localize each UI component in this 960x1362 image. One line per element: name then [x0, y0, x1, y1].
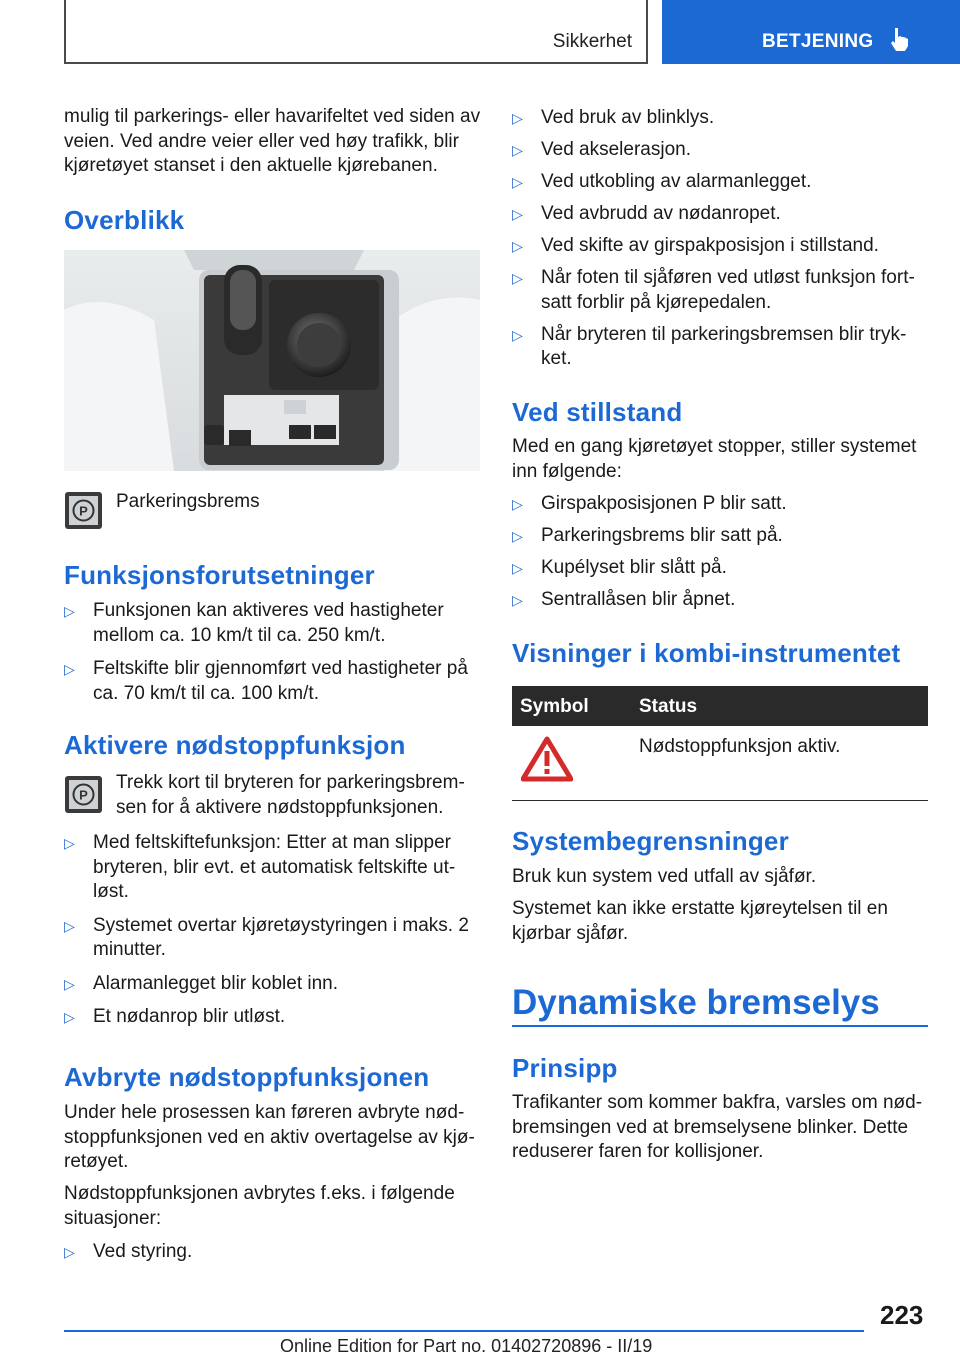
- warning-triangle-icon: [521, 736, 573, 782]
- list-item: ▷ Parkeringsbrems blir satt på.: [512, 524, 928, 549]
- parking-brake-icon: [65, 492, 102, 529]
- footer-rule: [64, 1330, 864, 1332]
- list-item: ▷ Med feltskiftefunksjon: Etter at man slipper bryteren, blir evt. et automatisk feltskifte utløst.: [64, 831, 484, 905]
- list-item: ▷ Systemet overtar kjøretøystyringen i maks. 2 minutter.: [64, 914, 484, 963]
- list-item: ▷ Ved skifte av girspakposisjon i stillstand.: [512, 234, 928, 259]
- parking-brake-label: Parkeringsbrems: [116, 491, 260, 512]
- table-header-symbol: Symbol: [520, 696, 589, 717]
- list-item: ▷ Et nødanrop blir utløst.: [64, 1005, 484, 1030]
- list-item: ▷ Kupélyset blir slått på.: [512, 556, 928, 581]
- list-item: ▷ Alarmanlegget blir koblet inn.: [64, 972, 484, 997]
- list-item: ▷ Ved akselerasjon.: [512, 138, 928, 163]
- chapter-rule: [512, 1025, 928, 1027]
- svg-text:P: P: [79, 787, 88, 803]
- list-item: ▷ Feltskifte blir gjennomført ved hastigheter på ca. 70 km/t til ca. 100 km/t.: [64, 657, 484, 706]
- avbryte-text-2: Nødstoppfunksjonen avbrytes f.eks. i følgende situasjoner:: [64, 1183, 455, 1229]
- avbryte-text-1: Under hele prosessen kan føreren avbryte nødstoppfunksjonen ved en aktiv overtagelse av kjøretøyet.: [64, 1102, 475, 1172]
- intro-paragraph: mulig til parkerings- eller havarifeltet ved siden av veien. Ved andre veier eller ved høy trafikk, blir kjøretøyet stanset i den aktuelle kjørebanen.: [64, 106, 481, 176]
- aktivere-list: [64, 831, 484, 1030]
- stillstand-heading: Ved stillstand: [512, 397, 683, 427]
- avbryte-heading: Avbryte nødstoppfunksjonen: [64, 1062, 430, 1092]
- list-item: ▷ Funksjonen kan aktiveres ved hastigheter mellom ca. 10 km/t til ca. 250 km/t.: [64, 599, 484, 648]
- prinsipp-text: Trafikanter som kommer bakfra, varsles om nødbremsingen ved at bremselysene blinker. Dette reduserer faren for kollisjoner.: [512, 1092, 923, 1162]
- begrensninger-heading: Systembegrensninger: [512, 826, 789, 856]
- header-section-title: Sikkerhet: [552, 31, 632, 52]
- list-item: ▷ Når foten til sjåføren ved utløst funksjon fortsatt forblir på kjørepedalen.: [512, 266, 928, 315]
- stillstand-list: [512, 492, 928, 613]
- header-chapter-box[interactable]: [662, 0, 960, 64]
- header-section-box: [64, 0, 648, 64]
- list-item: ▷ Sentrallåsen blir åpnet.: [512, 588, 928, 613]
- parking-brake-icon: [65, 776, 102, 813]
- aktivere-text: Trekk kort til bryteren for parkeringsbremsen for å aktivere nødstoppfunksjonen.: [116, 772, 465, 818]
- dynamiske-heading: Dynamiske bremselys: [512, 983, 880, 1022]
- svg-text:P: P: [79, 503, 88, 519]
- table-row-status: Nødstoppfunksjon aktiv.: [639, 736, 841, 757]
- overblikk-heading: Overblikk: [64, 205, 185, 235]
- prinsipp-heading: Prinsipp: [512, 1053, 618, 1083]
- stillstand-text: Med en gang kjøretøyet stopper, stiller systemet inn følgende:: [512, 436, 917, 482]
- visninger-heading: Visninger i kombi-instrumentet: [512, 638, 901, 668]
- aktivere-heading: Aktivere nødstoppfunksjon: [64, 730, 406, 760]
- table-header: [512, 686, 928, 726]
- table-bottom-rule: [512, 800, 928, 801]
- begrensninger-text-2: Systemet kan ikke erstatte kjøreytelsen til en kjørbar sjåfør.: [512, 898, 888, 944]
- situations-list: [512, 106, 928, 372]
- list-item: ▷ Når bryteren til parkeringsbremsen blir trykket.: [512, 323, 928, 372]
- table-header-status: Status: [639, 696, 698, 717]
- begrensninger-text-1: Bruk kun system ved utfall av sjåfør.: [512, 866, 817, 887]
- list-item: ▷ Ved utkobling av alarmanlegget.: [512, 170, 928, 195]
- list-item: ▷ Girspakposisjonen P blir satt.: [512, 492, 928, 517]
- list-item: ▷ Ved bruk av blinklys.: [512, 106, 928, 131]
- avbryte-list: [64, 1240, 484, 1265]
- forutsetninger-heading: Funksjonsforutsetninger: [64, 560, 375, 590]
- page-number: 223: [880, 1300, 924, 1330]
- list-item: ▷ Ved avbrudd av nødanropet.: [512, 202, 928, 227]
- pointing-hand-icon: [889, 26, 911, 52]
- header-chapter-title: BETJENING: [762, 31, 874, 52]
- list-item: ▷ Ved styring.: [64, 1240, 484, 1265]
- forutsetninger-list: [64, 599, 484, 706]
- footer-edition: Online Edition for Part no. 01402720896 - II/19: [280, 1336, 653, 1356]
- gear-selector-console-photo: [64, 250, 480, 471]
